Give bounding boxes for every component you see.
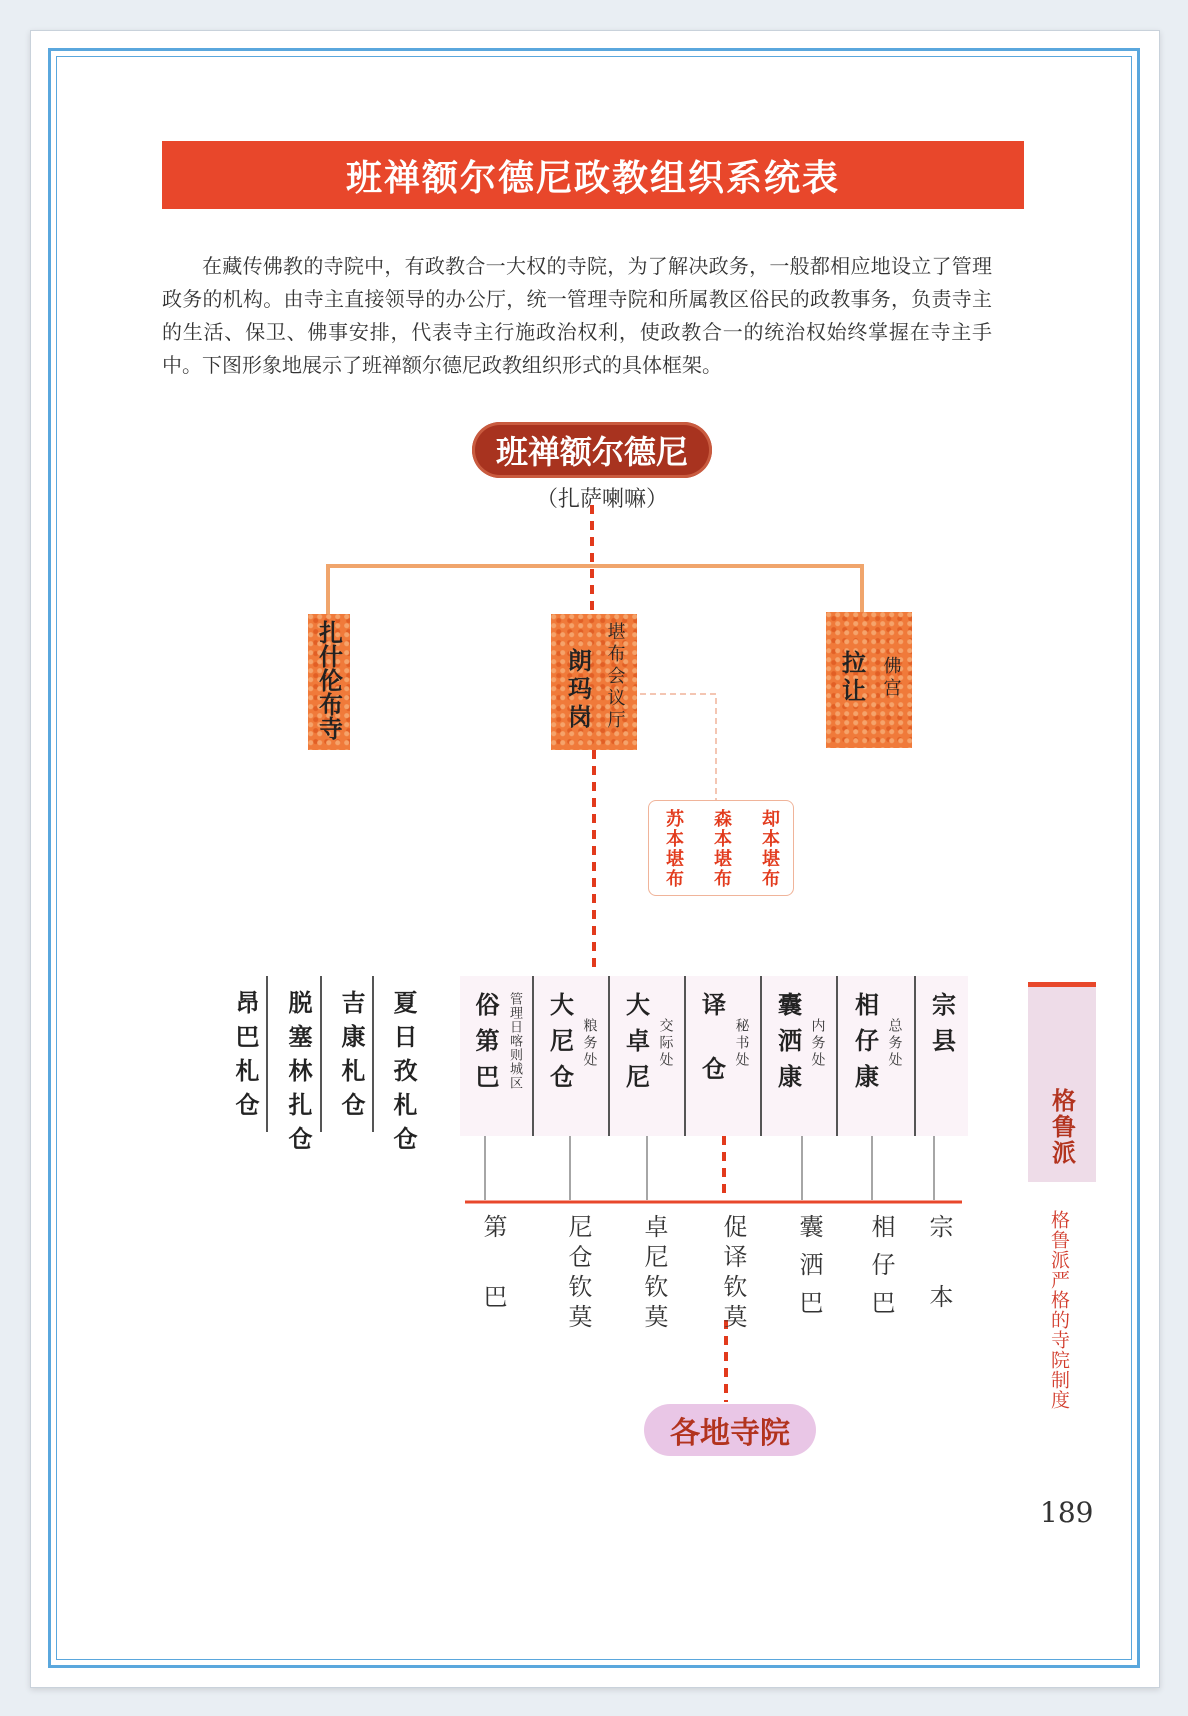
section-tab[interactable] (1028, 982, 1096, 1182)
section-caption: 格鲁派严格的寺院制度 (1048, 1210, 1070, 1410)
node-langmagang-label: 朗玛岗 (563, 648, 593, 732)
office-column: 俗第巴 管理日喀则城区 (471, 992, 522, 1100)
kanbu-item: 森本堪布 (711, 809, 732, 889)
top-node-panchen: 班禅额尔德尼 (472, 422, 712, 478)
cang-item: 昂巴札仓 (231, 990, 260, 1126)
official-label: 促译钦莫 (719, 1214, 747, 1334)
office-column: 大尼仓 粮务处 (545, 992, 598, 1100)
office-column: 译仓 秘书处 (697, 992, 750, 1120)
page-title: 班禅额尔德尼政教组织系统表 (345, 156, 840, 199)
node-labrang-sub: 佛宫 (880, 656, 902, 700)
official-label: 相仔巴 (867, 1214, 895, 1328)
official-label: 尼仓钦莫 (564, 1214, 592, 1334)
section-tab-bar (1028, 982, 1096, 987)
page-number: 189 (1040, 1496, 1094, 1529)
section-tab-label: 格鲁派 (1047, 1088, 1076, 1166)
divider (760, 976, 762, 1136)
divider (914, 976, 916, 1136)
divider (836, 976, 838, 1136)
divider (608, 976, 610, 1136)
office-column: 大卓尼 交际处 (621, 992, 674, 1100)
divider (320, 976, 322, 1132)
official-label: 卓尼钦莫 (640, 1214, 668, 1334)
divider (532, 976, 534, 1136)
node-tashilhunpo: 扎什伦布寺 (308, 614, 350, 750)
node-langmagang-sub: 堪布会议厅 (604, 622, 626, 732)
node-labrang (826, 612, 912, 748)
office-column: 相仔康 总务处 (850, 992, 903, 1100)
node-labrang-label: 拉让 (837, 650, 867, 706)
cang-item: 脱塞林扎仓 (284, 990, 313, 1160)
intro-paragraph: 在藏传佛教的寺院中，有政教合一大权的寺院，为了解决政务，一般都相应地设立了管理政务的机构。由寺主直接领导的办公厅，统一管理寺院和所属教区俗民的政教事务，负责寺主的生活、保卫、佛事安排，代表寺主行施政治权利，使政教合一的统治权始终掌握在寺主手中。下图形象地展示了班禅额尔德尼政教组织形式的具体框架。 (162, 254, 992, 377)
bottom-node-temples: 各地寺院 (644, 1404, 816, 1456)
official-label: 囊洒巴 (795, 1214, 823, 1328)
divider (684, 976, 686, 1136)
divider (266, 976, 268, 1132)
official-label: 第巴 (479, 1214, 507, 1354)
kanbu-box (648, 800, 794, 896)
official-label: 宗本 (925, 1214, 953, 1354)
node-langmagang (551, 614, 637, 750)
office-column: 宗县 (927, 992, 957, 1064)
kanbu-item: 苏本堪布 (663, 809, 684, 889)
cang-item: 夏日孜札仓 (389, 990, 418, 1160)
cang-item: 吉康札仓 (337, 990, 366, 1126)
office-column: 囊洒康 内务处 (773, 992, 826, 1100)
divider (372, 976, 374, 1132)
kanbu-item: 却本堪布 (759, 809, 780, 889)
top-node-subtitle: （扎萨喇嘛） (536, 487, 669, 512)
